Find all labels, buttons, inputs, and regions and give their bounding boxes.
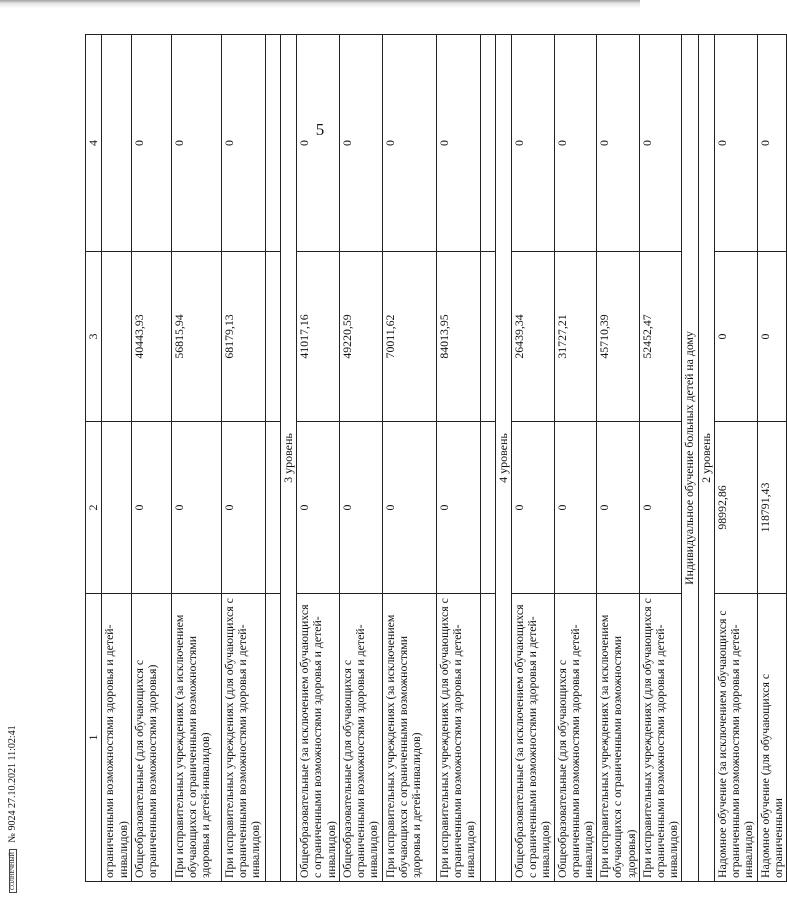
spacer-cell	[480, 252, 495, 422]
row-value-4: 0	[436, 35, 480, 252]
row-value-4: 0	[597, 35, 640, 252]
table-row	[511, 35, 554, 882]
level-row	[495, 35, 511, 882]
row-value-2: 0	[436, 422, 480, 594]
row-value-2: 0	[382, 422, 436, 594]
row-value-3: 31727,21	[554, 252, 597, 422]
row-value-3: 70011,62	[382, 252, 436, 422]
table-row	[382, 35, 436, 882]
row-value-2: 98992,86	[715, 422, 758, 594]
column-header-1: 1	[86, 594, 102, 882]
row-description: При исправительных учреждениях (за исключением обучающихся с ограниченными возможностями здоровья и детей-инвалидов)	[171, 594, 221, 882]
row-description: Общеобразовательные (для обучающихся с ограниченными возможностями здоровья и детей-инвалидов)	[554, 594, 597, 882]
row-value-3: 56815,94	[171, 252, 221, 422]
row-value-3: 52452,47	[639, 252, 682, 422]
row-value-3: 49220,59	[339, 252, 382, 422]
row-description: При исправительных учреждениях (за исключением обучающихся с ограниченными возможностями здоровья)	[597, 594, 640, 882]
row-description: Общеобразовательные (для обучающихся с ограниченными возможностями здоровья)	[131, 594, 171, 882]
row-value-4: 0	[715, 35, 758, 252]
table-row	[436, 35, 480, 882]
spacer-cell	[265, 252, 280, 422]
row-value-2: 0	[221, 422, 265, 594]
row-description: При исправительных учреждениях (для обучающихся с ограниченными возможностями здоровья и детей-инвалидов)	[436, 594, 480, 882]
level-row	[280, 35, 296, 882]
row-value-2: 0	[639, 422, 682, 594]
row-value-2: 0	[171, 422, 221, 594]
row-value-4: 0	[511, 35, 554, 252]
row-value-4: 0	[131, 35, 171, 252]
page-number: 5	[315, 120, 325, 139]
row-value-4: 0	[339, 35, 382, 252]
row-value-3	[102, 252, 131, 422]
row-value-2: 0	[554, 422, 597, 594]
stamp-logo: СОЛНЕЧНЫЙ	[9, 849, 17, 893]
row-description: Надомное обучение (для обучающихся с ограниченными	[757, 594, 786, 882]
document-number: № 9024	[7, 810, 18, 843]
row-value-3: 45710,39	[597, 252, 640, 422]
row-description: При исправительных учреждениях (для обучающихся с ограниченными возможностями здоровья и детей-инвалидов)	[639, 594, 682, 882]
spacer-cell	[480, 594, 495, 882]
row-value-4: 0	[171, 35, 221, 252]
row-description: При исправительных учреждениях (за исключением обучающихся с ограниченными возможностями здоровья и детей-инвалидов)	[382, 594, 436, 882]
row-value-4: 0	[221, 35, 265, 252]
row-value-4: 0	[382, 35, 436, 252]
spacer-cell	[265, 594, 280, 882]
table-row	[757, 35, 786, 882]
column-header-2: 2	[86, 422, 102, 594]
row-value-4: 0	[639, 35, 682, 252]
rotated-table-container	[85, 35, 785, 882]
spacer-cell	[480, 422, 495, 594]
table-row	[131, 35, 171, 882]
row-value-2: 0	[339, 422, 382, 594]
spacer-cell	[480, 35, 495, 252]
level-label: 2 уровень	[698, 35, 714, 882]
table-row	[297, 35, 340, 882]
table-row	[639, 35, 682, 882]
level-label: 4 уровень	[495, 35, 511, 882]
row-description: Общеобразовательные (за исключением обучающихся с ограниченными возможностями здоровья и детей-инвалидов)	[511, 594, 554, 882]
section-label: Индивидуальное обучение больных детей на дому	[682, 35, 698, 882]
document-stamp	[7, 563, 18, 893]
spacer-cell	[265, 35, 280, 252]
row-value-3: 41017,16	[297, 252, 340, 422]
section-row	[682, 35, 698, 882]
row-description: ограниченными возможностями здоровья и детей-инвалидов)	[102, 594, 131, 882]
row-value-4: 0	[554, 35, 597, 252]
row-description: При исправительных учреждениях (для обучающихся с ограниченными возможностями здоровья и детей-инвалидов)	[221, 594, 265, 882]
row-value-2: 0	[597, 422, 640, 594]
row-value-2: 118791,43	[757, 422, 786, 594]
table-row	[102, 35, 131, 882]
row-value-3: 40443,93	[131, 252, 171, 422]
table-row	[221, 35, 265, 882]
row-value-2: 0	[131, 422, 171, 594]
document-datetime: 27.10.2021 11:02:41	[7, 725, 18, 809]
row-description: Общеобразовательные (за исключением обучающихся с ограниченными возможностями здоровья и детей-инвалидов)	[297, 594, 340, 882]
row-description: Надомное обучение (за исключением обучающихся с ограниченными возможностями здоровья и детей-инвалидов)	[715, 594, 758, 882]
table-row	[171, 35, 221, 882]
table-row	[597, 35, 640, 882]
row-description: Общеобразовательные (для обучающихся с ограниченными возможностями здоровья и детей-инвалидов)	[339, 594, 382, 882]
row-value-3: 26439,34	[511, 252, 554, 422]
table-row	[554, 35, 597, 882]
spacer-row	[480, 35, 495, 882]
row-value-4: 0	[757, 35, 786, 252]
row-value-4	[102, 35, 131, 252]
row-value-3: 0	[757, 252, 786, 422]
row-value-2	[102, 422, 131, 594]
row-value-3: 84013,95	[436, 252, 480, 422]
scan-top-edge	[0, 0, 640, 8]
row-value-3: 68179,13	[221, 252, 265, 422]
level-row	[698, 35, 714, 882]
column-header-3: 3	[86, 252, 102, 422]
level-label: 3 уровень	[280, 35, 296, 882]
tariff-table	[85, 34, 787, 882]
spacer-cell	[265, 422, 280, 594]
row-value-3: 0	[715, 252, 758, 422]
table-row	[715, 35, 758, 882]
column-header-4: 4	[86, 35, 102, 252]
header-row	[86, 35, 102, 882]
row-value-2: 0	[297, 422, 340, 594]
spacer-row	[265, 35, 280, 882]
table-row	[339, 35, 382, 882]
row-value-4: 0	[297, 35, 340, 252]
row-value-2: 0	[511, 422, 554, 594]
